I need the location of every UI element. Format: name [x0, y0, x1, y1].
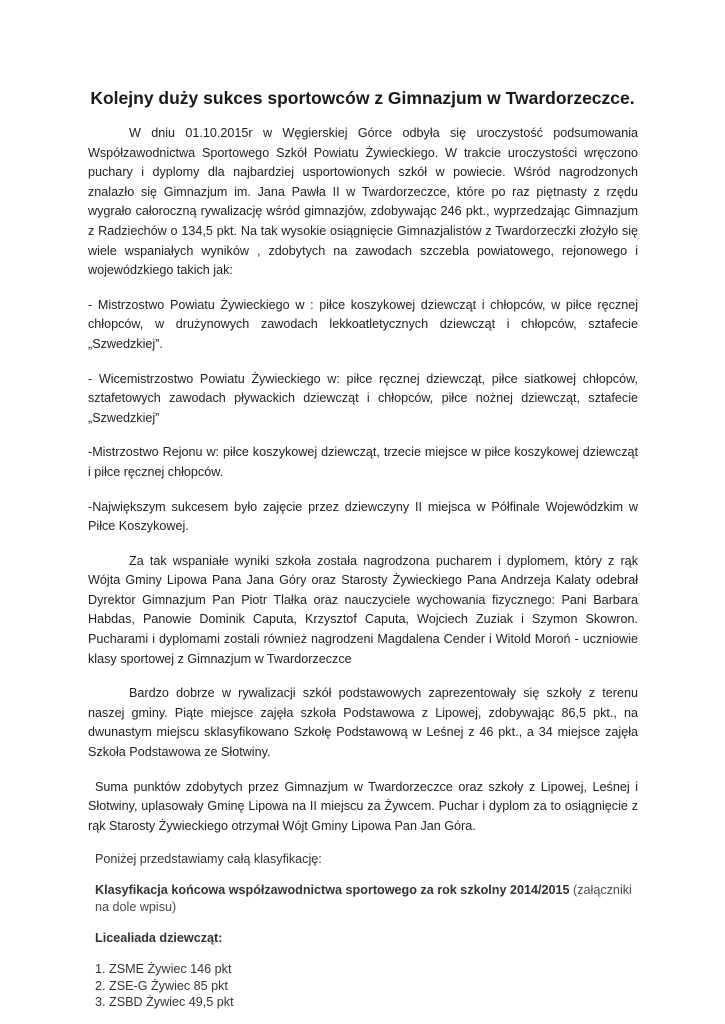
list-item: 3. ZSBD Żywiec 49,5 pkt [95, 995, 234, 1010]
paragraph-rejon: -Mistrzostwo Rejonu w: piłce koszykowej dziewcząt, trzecie miejsce w piłce koszykowej dziewcząt i piłce ręcznej chłopców. [88, 445, 638, 479]
classification-heading-bold: Klasyfikacja końcowa współzawodnictwa sportowego za rok szkolny 2014/2015 [95, 883, 570, 898]
article-title: Kolejny duży sukces sportowców z Gimnazjum w Twardorzeczce. [90, 88, 635, 108]
classification-heading-note: (załączniki na dole wpisu) [95, 883, 632, 915]
paragraph-intro: W dniu 01.10.2015r w Węgierskiej Górce odbyła się uroczystość podsumowania Współzawodnictwa Sportowego Szkół Powiatu Żywieckiego. W trakcie uroczystości wręczono puchary i dyplomy dla najbardziej usportowionych szkół w powiecie. Wśród nagrodzonych znalazło się Gimnazjum im. Jana Pawła II w Twardorzeczce, które po raz piętnasty z rzędu wygrało całoroczną rywalizację wśród gimnazjów, zdobywając 246 pkt., wyprzedzając Gimnazjum z Radziechów o 134,5 pkt. Na tak wysokie osiągnięcie Gimnazjalistów z Twardorzeczki złożyło się wiele wspaniałych wyników , zdobytych na zawodach szczebla powiatowego, rejonowego i wojewódzkiego takich jak: [88, 126, 638, 278]
classification-heading [95, 882, 638, 916]
classification-section [88, 851, 638, 1011]
list-item: 2. ZSE-G Żywiec 85 pkt [95, 978, 228, 993]
paragraph-gmina-result: Suma punktów zdobytych przez Gimnazjum w Twardorzeczce oraz szkoły z Lipowej, Leśnej i Słotwiny, uplasowały Gminę Lipowa na II miejscu za Żywcem. Puchar i dyplom za to osiągnięcie z rąk Starosty Żywieckiego otrzymał Wójt Gminy Lipowa Pan Jan Góra. [88, 779, 638, 833]
list-item: 1. ZSME Żywiec 146 pkt [95, 962, 232, 977]
paragraph-award: Za tak wspaniałe wyniki szkoła została nagrodzona pucharem i dyplomem, który z rąk Wójta Gminy Lipowa Pana Jana Góry oraz Starosty Żywieckiego Pana Andrzeja Kalaty odebrał Dyrektor Gimnazjum Pan Piotr Tlałka oraz nauczyciele wychowania fizycznego: Pani Barbara Habdas, Panowie Dominik Caputa, Krzysztof Caputa, Wojciech Zuziak i Szymon Skowron. Pucharami i dyplomami zostali również nagrodzeni Magdalena Cender i Witold Moroń - uczniowie klasy sportowej z Gimnazjum w Twardorzeczce [88, 553, 638, 666]
licealiada-title: Licealiada dziewcząt: [95, 931, 223, 946]
paragraph-powiat-mistrzostwo: - Mistrzostwo Powiatu Żywieckiego w : piłce koszykowej dziewcząt i chłopców, w piłce ręcznej chłopców, w drużynowych zawodach lekkoatletycznych dziewcząt i chłopców, sztafecie „Szwedzkiej”. [88, 297, 638, 351]
paragraph-powiat-wicemistrzostwo: - Wicemistrzostwo Powiatu Żywieckiego w: piłce ręcznej dziewcząt, piłce siatkowej chłopców, sztafetowych zawodach pływackich dziewcząt i chłopców, piłce nożnej dziewcząt, sztafecie „Szwedzkiej” [88, 371, 638, 425]
classification-intro: Poniżej przedstawiamy całą klasyfikację: [95, 852, 322, 867]
article-body [88, 124, 638, 1011]
paragraph-polfinal: -Największym sukcesem było zajęcie przez dziewczyny II miejsca w Półfinale Wojewódzkim w Piłce Koszykowej. [88, 499, 638, 534]
paragraph-primary-schools: Bardzo dobrze w rywalizacji szkół podstawowych zaprezentowały się szkoły z terenu naszej gminy. Piąte miejsce zajęła szkoła Podstawowa z Lipowej, zdobywając 86,5 pkt., na dwunastym miejscu sklasyfikowano Szkołę Podstawową w Leśnej z 46 pkt., a 34 miejsce zajęła Szkoła Podstawowa ze Słotwiny. [88, 686, 638, 760]
licealiada-list [95, 961, 638, 1011]
